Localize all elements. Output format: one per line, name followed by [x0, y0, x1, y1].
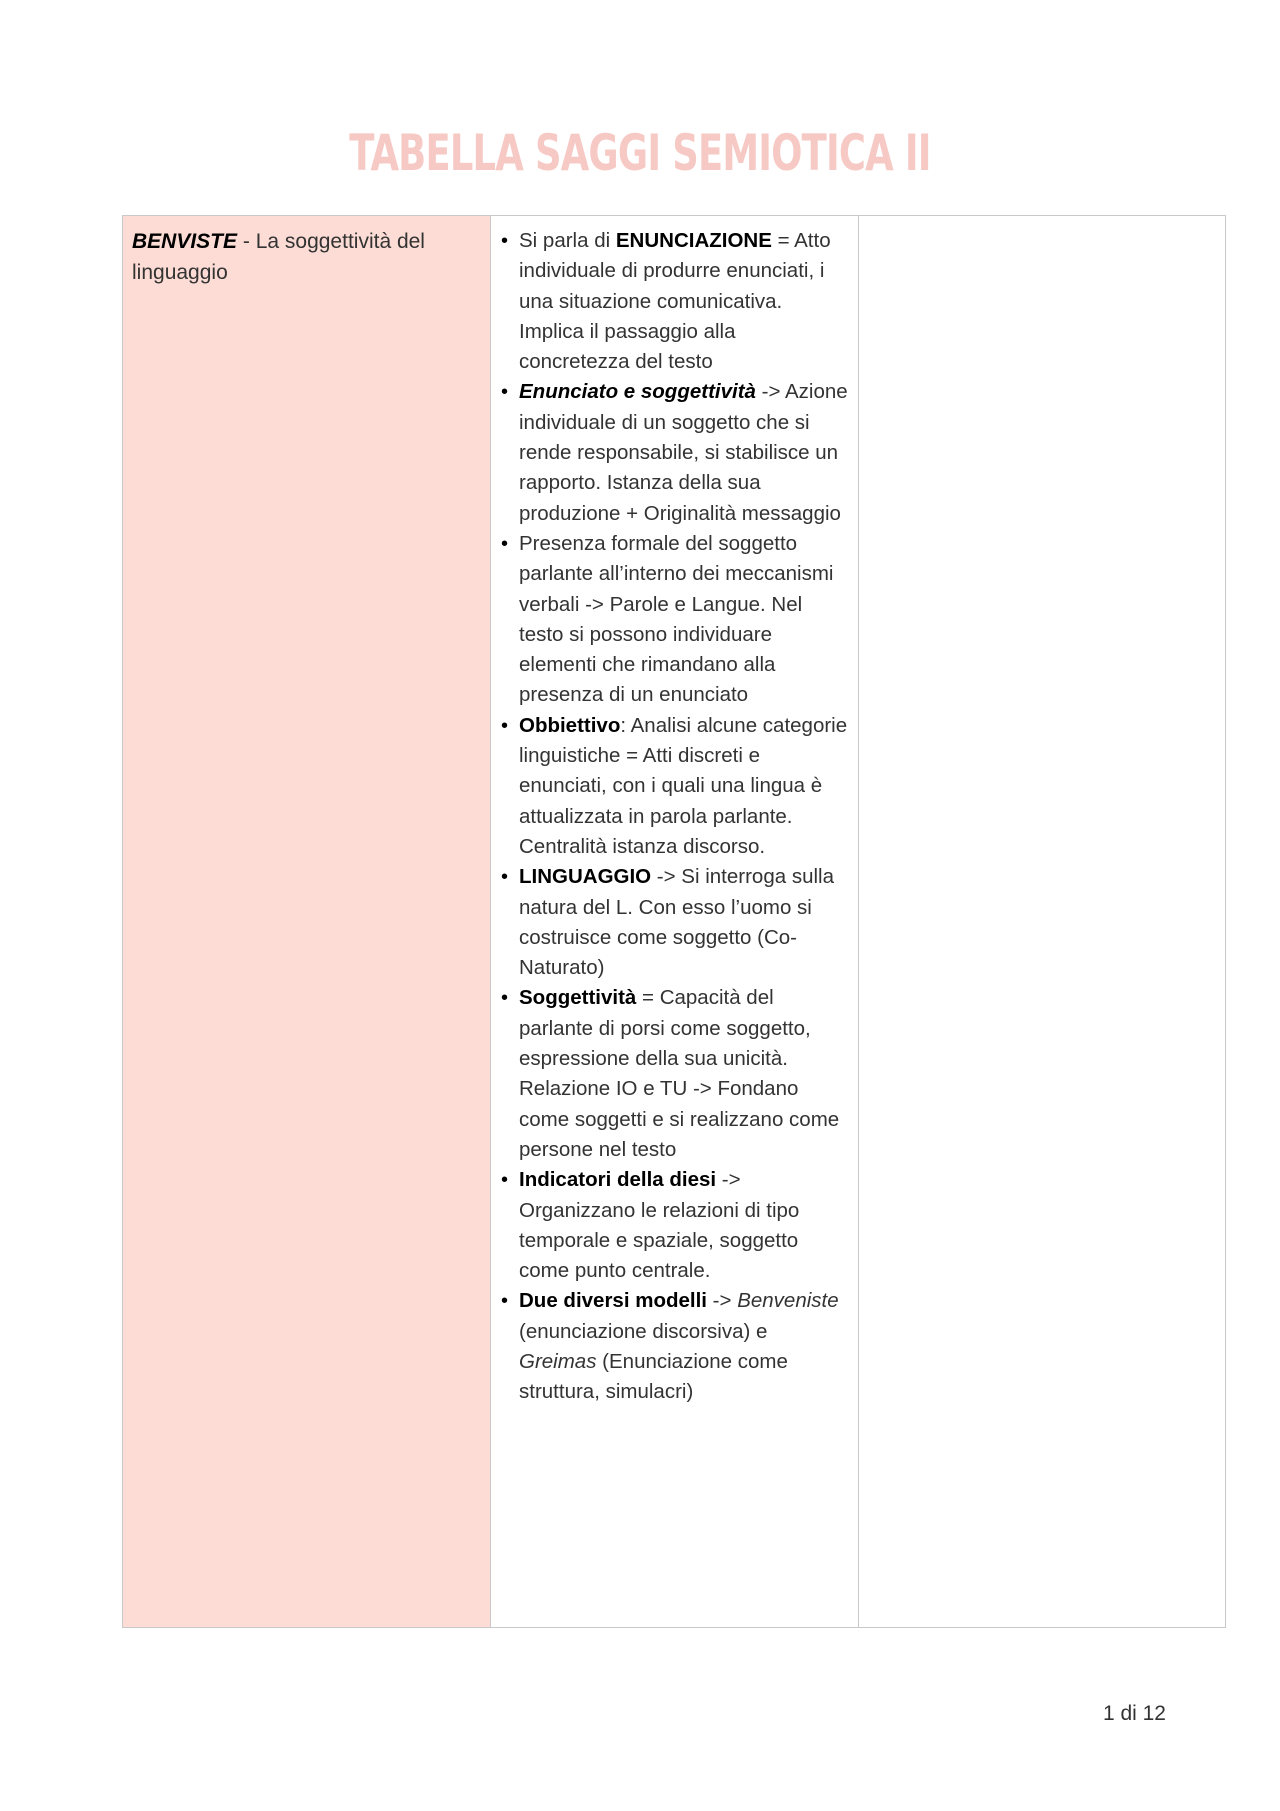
author-name: BENVISTE	[132, 230, 238, 253]
bullet-keyword: Due diversi modelli	[519, 1289, 707, 1313]
bullet-keyword: Obbiettivo	[519, 713, 621, 737]
page-number: 1 di 12	[1102, 1702, 1166, 1725]
bullet-text: Greimas	[519, 1349, 597, 1373]
bullet-text: -> Si interroga sulla natura del L. Con esso l’uomo si costruisce come soggetto (Co-Naturato)	[519, 865, 834, 980]
bullet-text: (Enunciazione come struttura, simulacri)	[519, 1349, 788, 1404]
summary-bullet-item	[500, 377, 848, 528]
bullet-keyword: Soggettività	[519, 986, 637, 1010]
summary-bullet-item	[500, 983, 848, 1165]
bullet-text: = Capacità del parlante di porsi come soggetto, espressione della sua unicità. Relazione IO e TU -> Fondano come soggetti e si realizzano come persone nel testo	[519, 986, 840, 1161]
bullet-keyword: Indicatori della diesi	[519, 1168, 717, 1192]
author-essay-title	[132, 226, 480, 288]
bullet-text: Si parla di	[519, 229, 616, 252]
bullet-text: : Analisi alcune categorie linguistiche = Atti discreti e enunciati, con i quali una lingua è attualizzata in parola parlante. Centralità istanza discorso.	[519, 713, 848, 858]
essay-title: - La soggettività del linguaggio	[132, 230, 425, 284]
bullet-text: (enunciazione discorsiva) e	[519, 1319, 768, 1343]
summary-bullet-item	[500, 711, 848, 862]
bullet-text: Presenza formale del soggetto parlante all’interno dei meccanismi verbali -> Parole e Langue. Nel testo si possono individuare elementi che rimandano alla presenza di un enunciato	[519, 531, 834, 707]
bullet-keyword: ENUNCIAZIONE	[615, 229, 772, 252]
bullet-text: Benveniste	[737, 1289, 839, 1313]
summary-bullet-item	[500, 529, 848, 711]
summary-bullet-item	[500, 1165, 848, 1286]
document-title: TABELLA SAGGI SEMIOTICA II	[349, 124, 931, 182]
bullet-text: ->	[706, 1289, 738, 1313]
summary-bullet-list	[500, 226, 848, 1408]
bullet-keyword: Enunciato e soggettività	[519, 380, 756, 404]
summary-bullet-item	[500, 1286, 848, 1407]
summary-bullet-item	[500, 862, 848, 983]
bullet-text: -> Azione individuale di un soggetto che si rende responsabile, si stabilisce un rapporto. Istanza della sua produzione + Originalità messaggio	[519, 380, 848, 525]
table-row	[123, 216, 1226, 1628]
notes-cell	[859, 216, 1226, 1628]
author-cell	[123, 216, 491, 1628]
summary-bullet-item	[500, 226, 848, 377]
essays-table	[122, 215, 1226, 1628]
bullet-keyword: LINGUAGGIO	[519, 865, 652, 889]
summary-cell	[491, 216, 859, 1628]
bullet-text: = Atto individuale di produrre enunciati, i una situazione comunicativa. Implica il passaggio alla concretezza del testo	[519, 229, 831, 374]
bullet-text: -> Organizzano le relazioni di tipo temporale e spaziale, soggetto come punto centrale.	[519, 1168, 800, 1283]
